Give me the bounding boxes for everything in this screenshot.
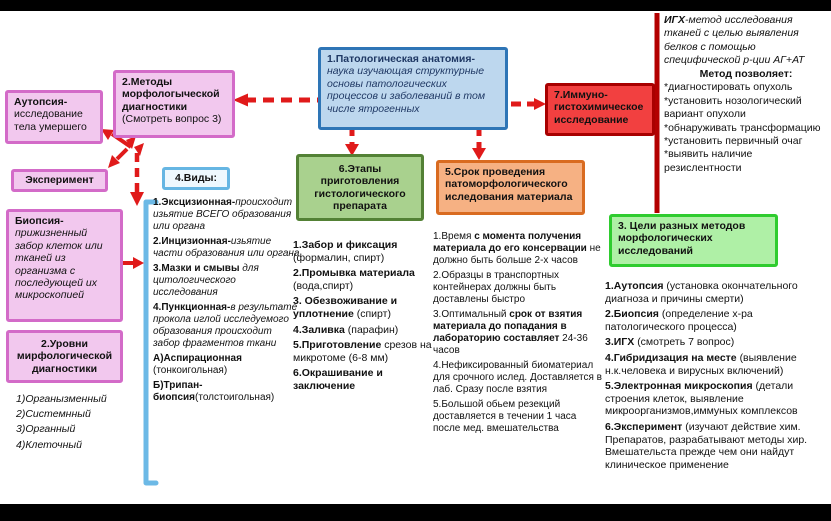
list-item: А)Аспирационная (тонкоигольная) [153, 353, 242, 376]
box-title: 5.Срок проведения патоморфологического иследования материала [445, 166, 573, 203]
ihc-panel [664, 14, 828, 175]
list-item: 2.Биопсия (определение х-ра патологического процесса) [605, 308, 753, 333]
terms-list [433, 231, 603, 438]
box-title: 6.Этапы приготовления гистологического препарата [314, 162, 406, 212]
list-item: 3.ИГХ (смотреть 7 вопрос) [605, 336, 735, 349]
box-title: 2.Методы морфологыческой диагностики [122, 76, 220, 113]
list-item: 4)Клеточный [16, 438, 82, 451]
list-item: *обнаруживать трансформацию [664, 121, 821, 134]
arrowhead-left-icon [233, 94, 248, 107]
list-item: *установить первичный очаг [664, 134, 803, 147]
box-title: 2.Уровни мирфологической диагностики [16, 337, 113, 375]
top-black-bar [0, 0, 831, 11]
box-note: (Смотреть вопрос 3) [122, 113, 222, 126]
stages-box [296, 154, 424, 221]
box-title: Биопсия- [15, 215, 64, 227]
arrowhead-icon [108, 155, 120, 168]
goals-box [609, 214, 778, 267]
box-title: Аутопсия- [14, 96, 68, 108]
experiment-box [11, 169, 108, 192]
list-item: *выявить наличие резислентности [664, 148, 753, 174]
list-item: 6.Окрашивание и заключение [293, 367, 383, 392]
list-item: 2.Образцы в транспортных контейнерах должны быть доставлены быстро [433, 270, 560, 305]
chevron-icon [134, 143, 144, 156]
levels-box [6, 330, 123, 383]
list-item: 6.Эксперимент (изучают действие хим. Препаратов, разрабатывают методы хир. Вмешательста прежде чем они найдут клиническое применение [605, 420, 808, 471]
box-title: 3. Цели разных методов морфологических исследований [618, 220, 746, 257]
biopsy-types-list [153, 197, 301, 407]
list-item: 3.Мазки и смывы для цитологического исследования [153, 263, 259, 298]
list-item: 2)Системнный [16, 408, 91, 421]
arrowhead-down-icon [130, 192, 144, 206]
list-item: 3)Органный [16, 423, 76, 436]
list-item: *установить нозологический вариант опухоли [664, 94, 802, 121]
box-title: 1.Патологическая анатомия- [327, 53, 475, 65]
box-desc: исследование тела умершего [14, 108, 87, 133]
list-item: 1.Время с момента получения материала до его консервации не должно быть больше 2-х часов [433, 231, 601, 266]
box-title: 4.Виды: [175, 172, 217, 185]
arrowhead-right-icon [133, 257, 144, 269]
autopsy-box [5, 90, 103, 144]
list-item: *диагностировать опухоль [664, 81, 793, 94]
list-item: 1.Забор и фиксация (формалин, спирт) [293, 239, 398, 264]
list-item: 3. Обезвоживание и уплотнение (спирт) [293, 295, 398, 320]
ihc-definition: ИГХ-метод исследования тканей с целью выявления белков с помощью специфической р-ции АГ+АТ [664, 14, 805, 67]
list-item: 4.Заливка (парафин) [293, 323, 399, 336]
list-item: 4.Гибридизация на месте (выявление н.к.человека и вирусных включений) [605, 351, 797, 377]
arrow-methods-to-experiment [117, 149, 127, 159]
list-item: 1)Органызменный [16, 393, 107, 405]
stages-list [293, 239, 433, 396]
levels-list [16, 392, 128, 453]
list-item: 4.Пункционная-в результате прокола иглой исследуемого образования происходит забор фрагментов ткани [153, 302, 298, 349]
box-desc: наука изучающая структурные основы патологических процессов и заболеваний в том числе ятрогенных [327, 65, 486, 115]
list-item: 5.Приготовление срезов на микротоме (6-8 мм) [293, 339, 432, 364]
list-item: 2.Инцизионная-изьятие части образования или органа [153, 236, 300, 259]
ihc-subtitle: Метод позволяет: [699, 67, 793, 80]
list-item: Б)Трипан-биопсия(толстоигольная) [153, 380, 275, 403]
list-item: 4.Нефиксированный биоматериал для срочного ислед. Доставляется в лаб. Сразу после взятия [433, 360, 602, 395]
list-item: 2.Промывка материала (вода,спирт) [293, 267, 415, 292]
box-desc: прижизненный забор клеток или тканей из организма с последующей их микроскопией [15, 227, 103, 302]
list-item: 3.Оптимальный срок от взятия материала до попадания в лабораторию составляет 24-36 часов [433, 309, 588, 356]
types-header-box [162, 167, 230, 190]
biopsy-box [6, 209, 123, 322]
terms-box [436, 160, 585, 215]
list-item: 1.Аутопсия (установка окончательного диагноза и причины смерти) [605, 280, 798, 305]
list-item: 5.Большой обьем резекций доставляется в течении 1 часа после мед. вмешательства [433, 399, 577, 434]
methods-box [113, 70, 235, 138]
box-title: 7.Иммуно-гистохимическое исследование [554, 89, 644, 126]
goals-list [605, 280, 829, 474]
box-title: Эксперимент [25, 174, 94, 187]
bottom-black-bar [0, 504, 831, 521]
central-definition-box [318, 47, 508, 130]
arrowhead-down-icon [472, 148, 486, 160]
list-item: 1.Эксцизионная-происходит изьятие ВСЕГО образования или органа [153, 197, 293, 232]
list-item: 5.Электронная микроскопия (детали строения клеток, выявление микроорганизмов,иммуных комплексов [605, 380, 798, 418]
ihc-box [545, 83, 655, 136]
